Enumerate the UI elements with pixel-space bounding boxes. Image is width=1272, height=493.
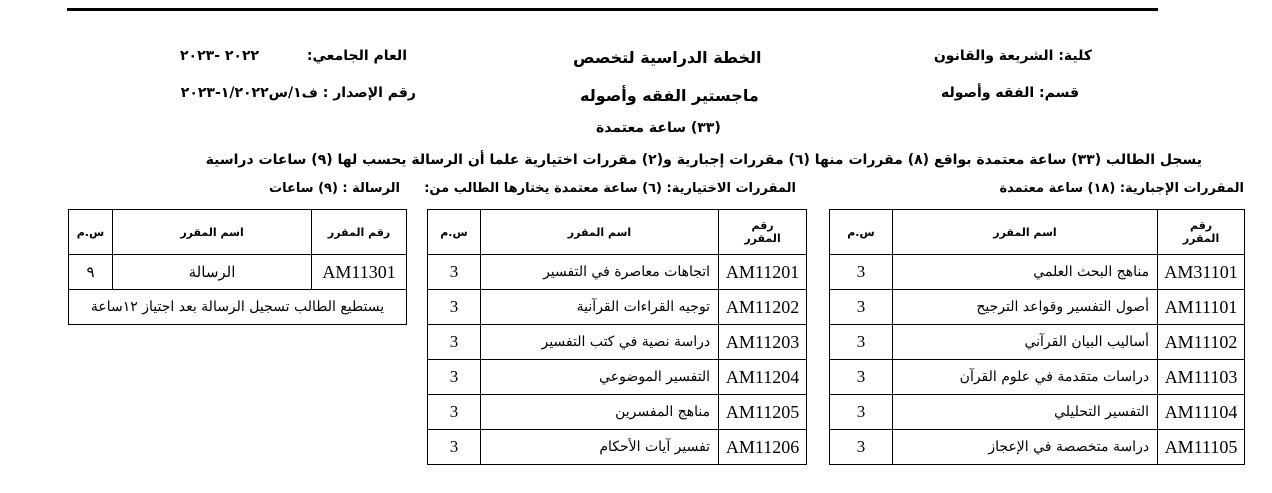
course-hours: 3 (428, 430, 481, 465)
table-row (428, 255, 807, 290)
course-code: AM11105 (1158, 430, 1245, 465)
name-column-header: اسم المقرر (112, 210, 311, 255)
table-row (830, 255, 1245, 290)
thesis-note: يستطيع الطالب تسجيل الرسالة بعد اجتياز ١٢ساعة (69, 290, 407, 325)
course-name: أساليب البيان القرآني (892, 325, 1157, 360)
academic-year-label: العام الجامعي: (306, 48, 407, 64)
thesis-table (68, 209, 407, 325)
table-row (69, 290, 407, 325)
name-column-header: اسم المقرر (892, 210, 1157, 255)
table-row (428, 395, 807, 430)
code-column-header: رقم المقرر (1158, 210, 1245, 255)
top-rule (67, 8, 1158, 11)
course-name: أصول التفسير وقواعد الترجيح (892, 290, 1157, 325)
course-name: دراسات متقدمة في علوم القرآن (892, 360, 1157, 395)
course-code: AM11205 (719, 395, 807, 430)
course-hours: 3 (428, 395, 481, 430)
course-hours: 3 (428, 360, 481, 395)
college-label: كلية: الشريعة والقانون (933, 48, 1092, 64)
course-code: AM11101 (1158, 290, 1245, 325)
course-hours: 3 (830, 395, 893, 430)
course-code: AM11103 (1158, 360, 1245, 395)
course-name: دراسة متخصصة في الإعجاز (892, 430, 1157, 465)
course-hours: 3 (428, 325, 481, 360)
course-code: AM31101 (1158, 255, 1245, 290)
table-row (69, 255, 407, 290)
hours-column-header: س.م (428, 210, 481, 255)
course-hours: 3 (830, 290, 893, 325)
thesis-hours: ٩ (69, 255, 113, 290)
course-code: AM11202 (719, 290, 807, 325)
course-code: AM11104 (1158, 395, 1245, 430)
thesis-section-title: الرسالة : (٩) ساعات (269, 181, 400, 196)
plan-title: الخطة الدراسية لتخصص (573, 48, 762, 67)
table-row (830, 290, 1245, 325)
table-header-row (428, 210, 807, 255)
course-name: دراسة نصية في كتب التفسير (480, 325, 718, 360)
course-hours: 3 (428, 290, 481, 325)
code-column-header: رقم المقرر (312, 210, 407, 255)
course-name: مناهج المفسرين (480, 395, 718, 430)
table-row (428, 430, 807, 465)
course-code: AM11206 (719, 430, 807, 465)
course-hours: 3 (830, 360, 893, 395)
course-name: التفسير التحليلي (892, 395, 1157, 430)
course-name: التفسير الموضوعي (480, 360, 718, 395)
program-title: ماجستير الفقه وأصوله (580, 86, 759, 105)
course-name: اتجاهات معاصرة في التفسير (480, 255, 718, 290)
course-code: AM11201 (719, 255, 807, 290)
table-row (830, 430, 1245, 465)
course-code: AM11204 (719, 360, 807, 395)
elective-section-title: المقررات الاختيارية: (٦) ساعة معتمدة يختارها الطالب من: (424, 181, 796, 196)
table-header-row (830, 210, 1245, 255)
academic-year-value: ٢٠٢٢ -٢٠٢٣ (180, 48, 260, 64)
course-hours: 3 (830, 255, 893, 290)
table-row (830, 395, 1245, 430)
mandatory-courses-table (829, 209, 1245, 465)
course-name: تفسير آيات الأحكام (480, 430, 718, 465)
edition-number: رقم الإصدار : ف١/س١/٢٠٢٢-٢٠٢٣ (180, 85, 416, 101)
course-name: مناهج البحث العلمي (892, 255, 1157, 290)
course-name: توجيه القراءات القرآنية (480, 290, 718, 325)
table-row (428, 325, 807, 360)
mandatory-section-title: المقررات الإجبارية: (١٨) ساعة معتمدة (999, 181, 1244, 196)
table-row (428, 290, 807, 325)
thesis-name: الرسالة (112, 255, 311, 290)
thesis-code: AM11301 (312, 255, 407, 290)
course-hours: 3 (830, 430, 893, 465)
table-row (428, 360, 807, 395)
course-hours: 3 (428, 255, 481, 290)
course-code: AM11102 (1158, 325, 1245, 360)
registration-intro: يسجل الطالب (٣٣) ساعة معتمدة بواقع (٨) مقررات منها (٦) مقررات إجبارية و(٢) مقررات اختيارية علما أن الرسالة يحسب لها (٩) ساعات دراسية (205, 152, 1202, 168)
department-label: قسم: الفقه وأصوله (941, 85, 1079, 101)
elective-courses-table (427, 209, 807, 465)
hours-column-header: س.م (69, 210, 113, 255)
table-header-row (69, 210, 407, 255)
hours-column-header: س.م (830, 210, 893, 255)
total-credits: (٣٣) ساعة معتمدة (596, 120, 721, 136)
name-column-header: اسم المقرر (480, 210, 718, 255)
table-row (830, 360, 1245, 395)
code-column-header: رقم المقرر (719, 210, 807, 255)
course-code: AM11203 (719, 325, 807, 360)
table-row (830, 325, 1245, 360)
course-hours: 3 (830, 325, 893, 360)
